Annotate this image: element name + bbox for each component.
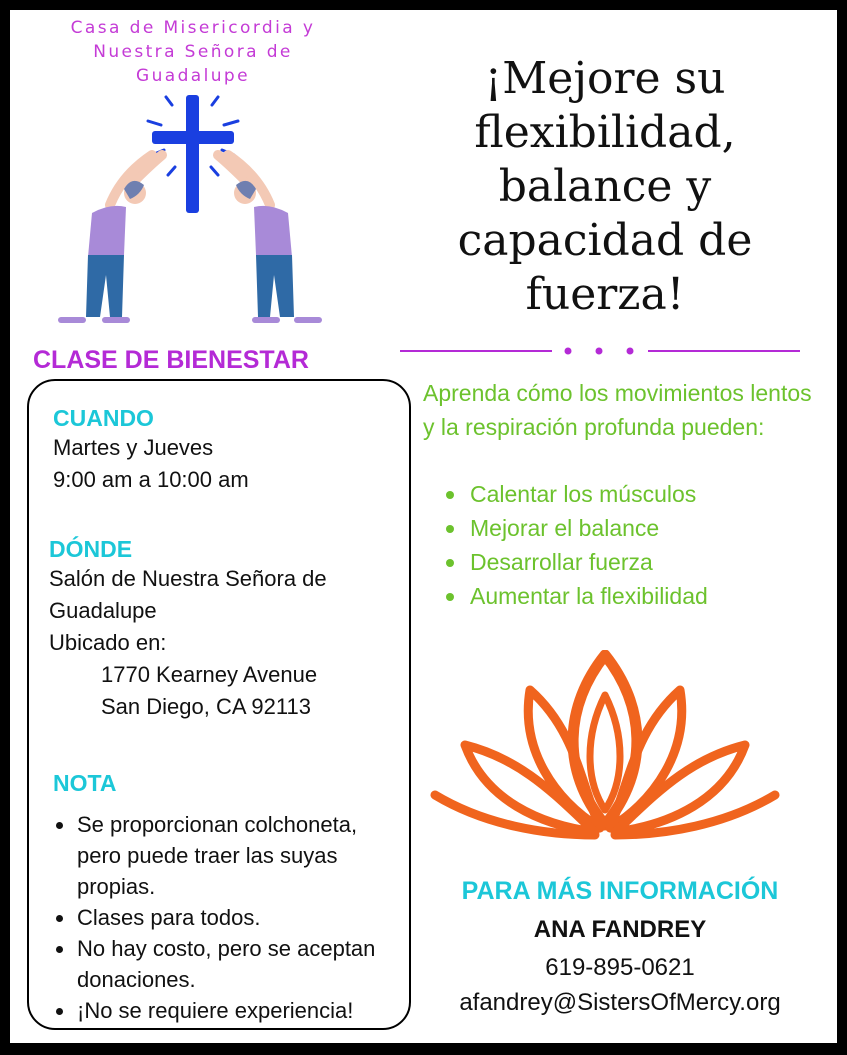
benefits-list <box>444 477 708 613</box>
headline <box>415 52 795 322</box>
divider-dots <box>400 340 820 362</box>
benefit-item: Calentar los músculos <box>444 477 708 511</box>
where-located-label: Ubicado en: <box>49 630 167 655</box>
organization-line: Guadalupe <box>136 66 250 86</box>
headline-line: balance y <box>498 161 712 212</box>
benefit-item: Mejorar el balance <box>444 511 708 545</box>
contact-name: ANA FANDREY <box>533 916 707 943</box>
stretching-illustration <box>40 95 370 330</box>
where-heading: DÓNDE <box>49 536 133 562</box>
headline-line: fuerza! <box>525 269 685 320</box>
organization-name <box>28 16 358 88</box>
lotus-icon <box>430 650 780 840</box>
headline-line: flexibilidad, <box>474 107 736 158</box>
stretching-woman-left <box>58 155 162 323</box>
contact-heading: PARA MÁS INFORMACIÓN <box>461 877 779 905</box>
when-days: Martes y Jueves <box>53 435 214 460</box>
class-title: CLASE DE BIENESTAR <box>33 346 309 374</box>
when-heading: CUANDO <box>53 405 154 431</box>
flyer-page <box>10 10 837 1043</box>
note-item: ¡No se requiere experiencia! <box>51 995 401 1026</box>
when-time: 9:00 am a 10:00 am <box>53 467 249 492</box>
contact-email[interactable]: afandrey@SistersOfMercy.org <box>459 989 781 1016</box>
note-list <box>51 809 401 1026</box>
benefit-item: Desarrollar fuerza <box>444 545 708 579</box>
organization-line: Casa de Misericordia y <box>70 18 316 38</box>
note-heading: NOTA <box>53 770 117 796</box>
note-item: Clases para todos. <box>51 902 401 933</box>
benefit-item: Aumentar la flexibilidad <box>444 579 708 613</box>
where-venue: Guadalupe <box>49 598 157 623</box>
info-box <box>27 379 411 1030</box>
where-venue: Salón de Nuestra Señora de <box>49 566 327 591</box>
contact-phone[interactable]: 619-895-0621 <box>545 954 695 981</box>
headline-line: ¡Mejore su <box>484 53 726 104</box>
headline-line: capacidad de <box>457 215 753 266</box>
note-item: Se proporcionan colchoneta, pero puede traer las suyas propias. <box>51 809 401 902</box>
intro-text: Aprenda cómo los movimientos lentos y la respiración profunda pueden: <box>423 380 812 440</box>
organization-line: Nuestra Señora de <box>93 42 293 62</box>
stretching-woman-right <box>218 155 322 323</box>
where-city: San Diego, CA 92113 <box>101 694 311 719</box>
note-item: No hay costo, pero se aceptan donaciones. <box>51 933 401 995</box>
where-street: 1770 Kearney Avenue <box>101 662 318 687</box>
